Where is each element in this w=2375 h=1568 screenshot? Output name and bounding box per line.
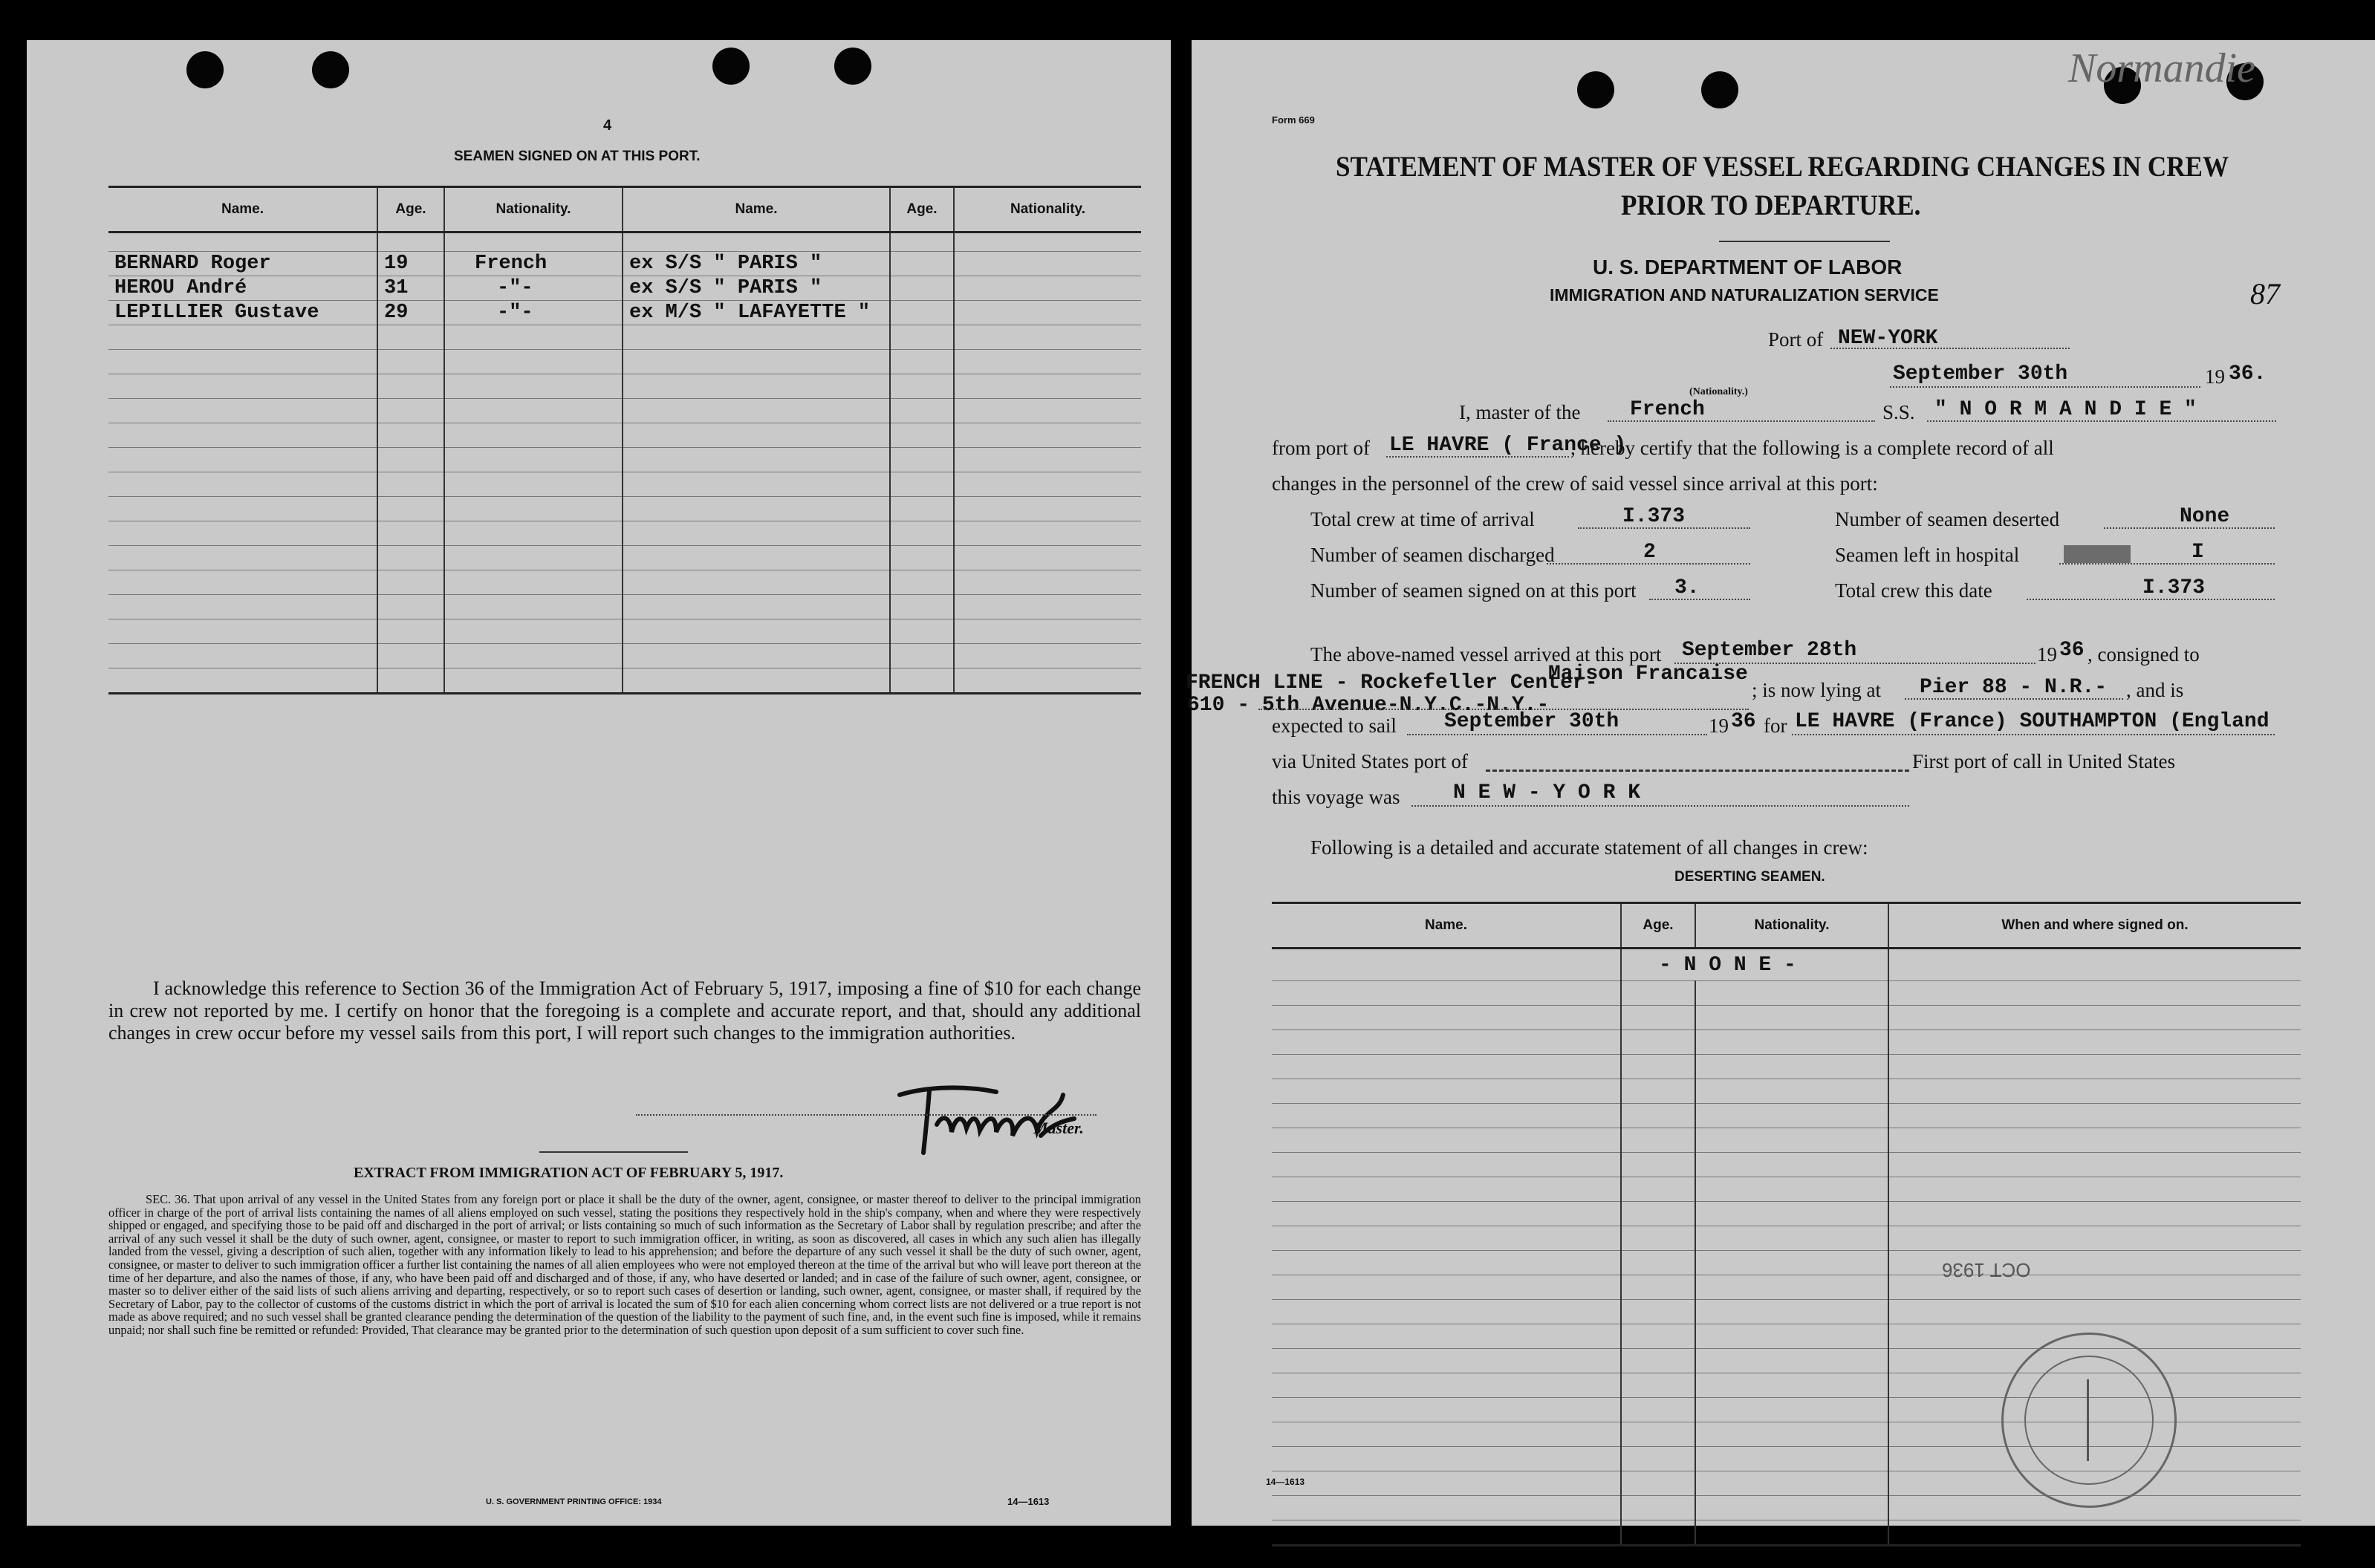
struck-out-text [2064,545,2131,563]
document-title-line2: PRIOR TO DEPARTURE. [1621,189,1921,221]
column-header: Nationality. [954,187,1141,232]
seaman-age: 29 [377,301,444,325]
arrived-date: September 28th [1682,639,1857,662]
total-crew-date-label: Total crew this date [1835,579,1992,602]
none-entry: - N O N E - [1621,949,1888,981]
section-title: SEAMEN SIGNED ON AT THIS PORT. [454,149,701,164]
discharged-value: 2 [1643,541,1656,564]
seaman-age: 19 [377,252,444,276]
column-header: Age. [890,187,954,232]
master-prefix: I, master of the [1459,401,1581,423]
voyage-label: this voyage was [1272,786,1400,808]
expected-date: September 30th [1444,710,1619,733]
form-code: 14—1613 [1007,1496,1050,1507]
arrived-year-prefix: 19 [2037,643,2057,666]
deserted-value: None [2180,505,2230,528]
port-label: Port of [1768,328,1824,351]
table-row [108,252,1141,276]
punch-hole [1701,71,1738,108]
date-value: September 30th [1893,362,2068,386]
seaman-name: LEPILLIER Gustave [108,301,377,325]
handwritten-note: Normandie [2068,45,2255,91]
column-header: Name. [623,187,890,232]
expected-year: 36 [1731,710,1756,733]
ss-label: S.S. [1882,401,1915,423]
table-row [108,301,1141,325]
from-port-label: from port of [1272,437,1370,459]
from-port-value: LE HAVRE ( France ) [1389,434,1627,457]
changes-text: changes in the personnel of the crew of said vessel since arrival at this port: [1272,472,1878,495]
punch-hole [186,51,224,88]
table-row [108,276,1141,301]
via-label: via United States port of [1272,750,1468,772]
department: U. S. DEPARTMENT OF LABOR [1593,256,1903,279]
seaman-age: 31 [377,276,444,301]
signed-on-value: 3. [1674,576,1700,599]
extract-title: EXTRACT FROM IMMIGRATION ACT OF FEBRUARY 5, 1917. [354,1165,784,1181]
divider [1719,241,1890,242]
service: IMMIGRATION AND NATURALIZATION SERVICE [1550,285,1939,305]
seaman-name: BERNARD Roger [108,252,377,276]
seaman-nationality: -"- [444,301,623,325]
column-header: When and where signed on. [1888,903,2301,949]
seamen-signed-on-table [108,186,1141,694]
column-header: Age. [377,187,444,232]
column-header: Name. [108,187,377,232]
voyage-value: N E W - Y O R K [1453,781,1641,804]
extract-text: SEC. 36. That upon arrival of any vessel in the United States from any foreign port or place it shall be the duty of the owner, agent, consignee, or master thereof to deliver to the principal immigration officer in charge of the port of arrival lists containing the names of all aliens employed on such vessel, stating the positions they respectively hold in the ship's company, when and where they were respectively shipped or engaged, and specifying those to be paid off and discharged in the port of arrival; or lists containing so much of such information as the Secretary of Labor shall by regulation prescribe; and after the arrival of any such vessel it shall be the duty of such owner, agent, consignee, or master to report to such immigration officer, in writing, as soon as discovered, all cases in which any such alien has illegally landed from the vessel, giving a description of such alien, together with any information likely to lead to his apprehension; and before the departure of any such vessel it shall be the duty of such owner, agent, consignee, or master to deliver to such immigration officer a further list containing the names of all alien employees who were not employed thereon at the time of the arrival but who will leave port thereon at the time of her departure, and also the names of those, if any, who have been paid off and discharged and of those, if any, who have deserted or landed; and in case of the failure of such owner, agent, consignee, or master so to deliver either of the said lists of such aliens arriving and departing, respectively, or so to report such cases of desertion or landing, such owner, agent, consignee, or master shall, if required by the Secretary of Labor, pay to the collector of customs of the customs district in which the port of arrival is located the sum of $10 for each alien concerning whom correct lists are not delivered or a true report is not made as above required; and no such vessel shall be granted clearance pending the determination of the question of the liability to the payment of such fine, and, in the event such fine is imposed, while it remains unpaid; nor shall such fine be remitted or refunded: Provided, That clearance may be granted prior to the determination of such question upon deposit of a sum sufficient to cover such fine. [108,1192,1141,1337]
page-number: 4 [603,117,612,134]
arrived-text: The above-named vessel arrived at this port [1310,643,1662,666]
consignee-line2: 610 - 5th Avenue-N.Y.C.-N.Y.- [1187,694,1550,717]
punch-hole [312,51,349,88]
signed-on-label: Number of seamen signed on at this port [1310,579,1637,602]
hospital-label: Seamen left in hospital [1835,544,2020,566]
certify-text: , hereby certify that the following is a complete record of all [1570,437,2054,459]
seaman-remark: ex S/S " PARIS " [623,276,890,301]
punch-hole [834,48,871,85]
nationality-caption: (Nationality.) [1689,386,1748,397]
left-page [27,40,1171,1526]
year-value: 36. [2229,362,2267,386]
deserting-title: DESERTING SEAMEN. [1674,869,1825,885]
column-header: Age. [1621,903,1695,949]
form-label: Form 669 [1272,114,1315,126]
first-port-label: First port of call in United States [1912,750,2175,772]
form-code: 14—1613 [1266,1477,1305,1487]
sheet-number: 87 [2250,277,2280,310]
punch-hole [712,48,750,85]
seaman-remark: ex S/S " PARIS " [623,252,890,276]
nationality-value: French [1630,398,1705,421]
total-crew-arrival-label: Total crew at time of arrival [1310,508,1535,530]
seaman-name: HEROU André [108,276,377,301]
table-row [1272,949,2301,981]
master-signature [885,1073,1108,1162]
lying-value: Pier 88 - N.R.- [1920,676,2108,699]
consigned-to-text: , consigned to [2088,643,2200,666]
lying-text: ; is now lying at [1752,679,1881,701]
divider [539,1151,688,1153]
arrived-year: 36 [2059,639,2085,662]
immigration-stamp [2001,1333,2177,1508]
expected-year-prefix: 19 [1709,715,1729,737]
for-label: for [1764,715,1787,737]
total-crew-date-value: I.373 [2142,576,2206,599]
hospital-value: I [2192,541,2204,564]
expected-label: expected to sail [1272,715,1397,737]
signature-label: Master. [1033,1119,1084,1137]
seaman-nationality: French [444,252,623,276]
document-title: STATEMENT OF MASTER OF VESSEL REGARDING CHANGES IN CREW [1336,151,2229,183]
port-value: NEW-YORK [1838,327,1938,350]
column-header: Name. [1272,903,1621,949]
acknowledgement-text: I acknowledge this reference to Section 36 of the Immigration Act of February 5, 1917, imposing a fine of $10 for each change in crew not reported by me. I certify on honor that the foregoing is a complete and accurate report, and that, should any additional changes in crew occur before my vessel sails from this port, I will report such changes to the immigration authorities. [108,977,1141,1044]
seaman-remark: ex M/S " LAFAYETTE " [623,301,890,325]
and-is-text: , and is [2126,679,2184,701]
ship-name: " N O R M A N D I E " [1934,398,2197,421]
consignee-line1: FRENCH LINE - Rockefeller Center- [1186,671,1598,694]
column-header: Nationality. [1695,903,1888,949]
deserted-label: Number of seamen deserted [1835,508,2060,530]
punch-hole [1577,71,1614,108]
right-page [1186,40,2375,1526]
column-header: Nationality. [444,187,623,232]
seaman-nationality: -"- [444,276,623,301]
following-text: Following is a detailed and accurate statement of all changes in crew: [1310,836,1868,859]
total-crew-arrival-value: I.373 [1622,505,1686,528]
stamp-date: OCT 1936 [1942,1259,2031,1281]
discharged-label: Number of seamen discharged [1310,544,1555,566]
consignee-line1b: Maison Francaise [1548,663,1748,686]
destination: LE HAVRE (France) SOUTHAMPTON (England [1795,710,2270,733]
year-prefix: 19 [2205,365,2225,388]
printing-office: U. S. GOVERNMENT PRINTING OFFICE: 1934 [486,1497,662,1506]
